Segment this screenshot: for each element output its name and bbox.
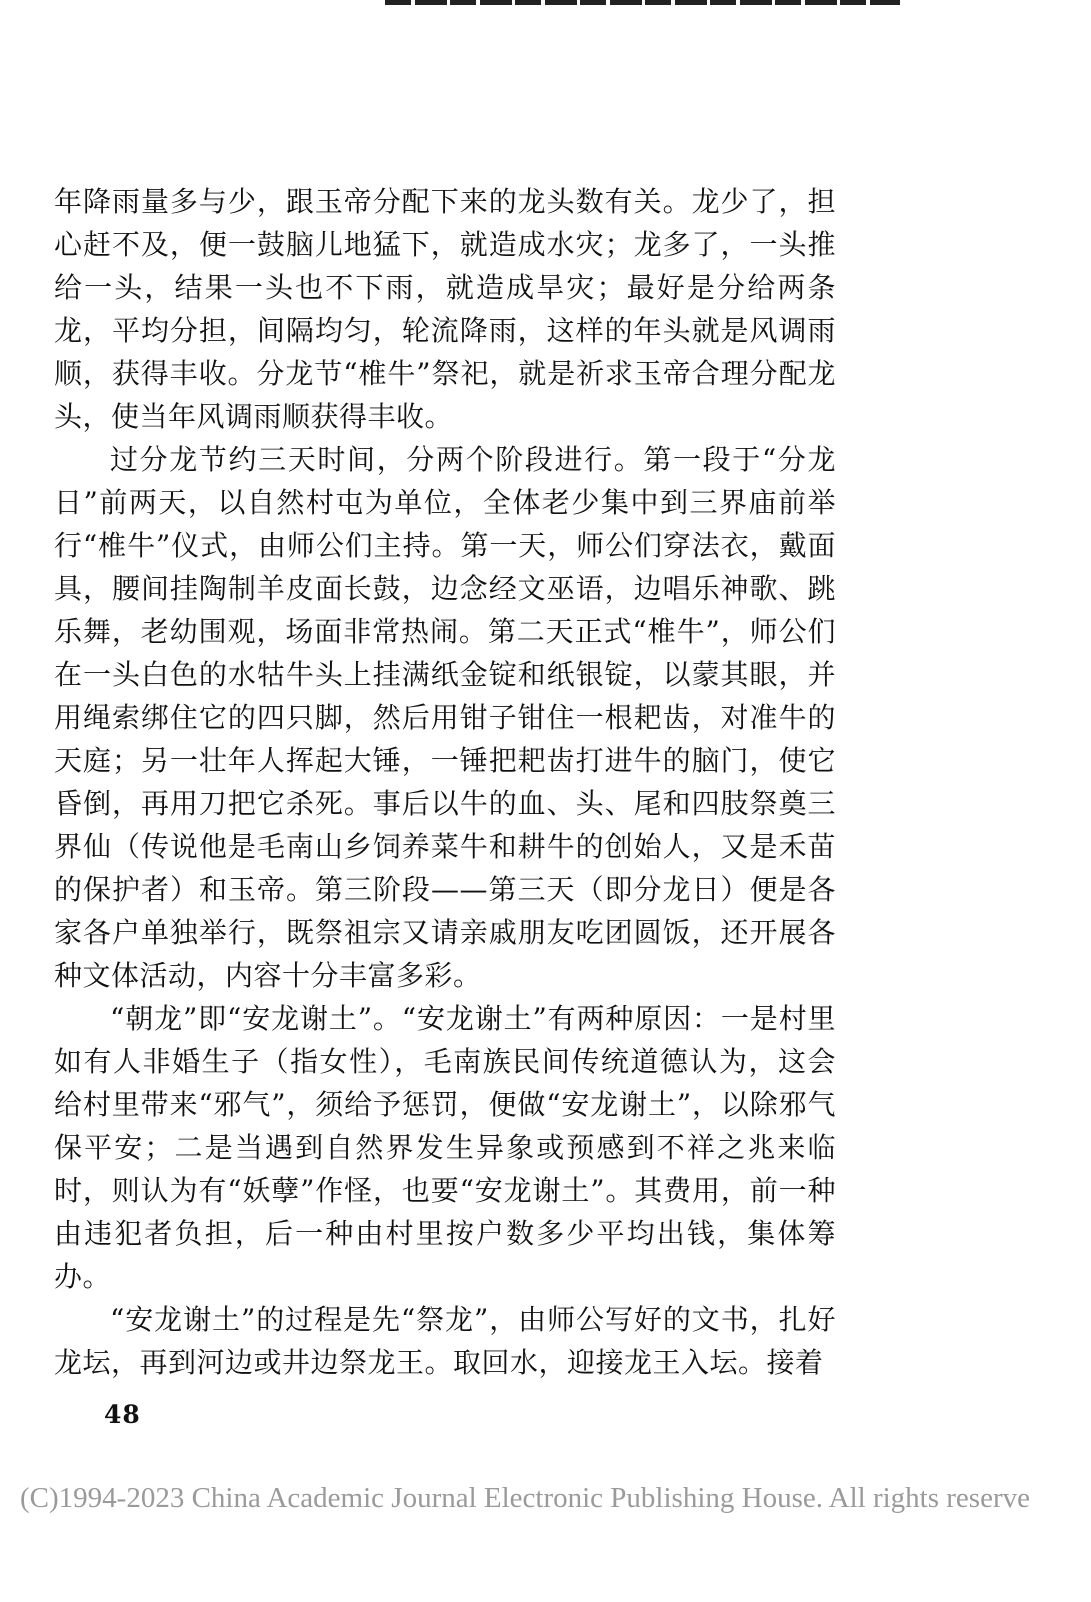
paragraph-4: “安龙谢土”的过程是先“祭龙”，由师公写好的文书，扎好龙坛，再到河边或井边祭龙王。取回水，迎接龙王入坛。接着: [54, 1303, 836, 1379]
copyright-watermark: (C)1994-2023 China Academic Journal Electronic Publishing House. All rights reserve: [20, 1482, 1030, 1514]
paragraph-3: “朝龙”即“安龙谢土”。“安龙谢土”有两种原因：一是村里如有人非婚生子（指女性），毛南族民间传统道德认为，这会给村里带来“邪气”，须给予惩罚，便做“安龙谢土”，以除邪气保平安；二是当遇到自然界发生异象或预感到不祥之兆来临时，则认为有“妖孽”作怪，也要“安龙谢土”。其费用，前一种由违犯者负担，后一种由村里按户数多少平均出钱，集体筹办。: [54, 1002, 836, 1293]
paragraph-1: 年降雨量多与少，跟玉帝分配下来的龙头数有关。龙少了，担心赶不及，便一鼓脑儿地猛下，就造成水灾；龙多了，一头推给一头，结果一头也不下雨，就造成旱灾；最好是分给两条龙，平均分担，间隔均匀，轮流降雨，这样的年头就是风调雨顺，获得丰收。分龙节“椎牛”祭祀，就是祈求玉帝合理分配龙头，使当年风调雨顺获得丰收。: [54, 185, 836, 433]
body-text: [54, 180, 836, 1384]
header-rule: [385, 0, 900, 5]
paragraph-2: 过分龙节约三天时间，分两个阶段进行。第一段于“分龙日”前两天，以自然村屯为单位，全体老少集中到三界庙前举行“椎牛”仪式，由师公们主持。第一天，师公们穿法衣，戴面具，腰间挂陶制羊皮面长鼓，边念经文巫语，边唱乐神歌、跳乐舞，老幼围观，场面非常热闹。第二天正式“椎牛”，师公们在一头白色的水牯牛头上挂满纸金锭和纸银锭，以蒙其眼，并用绳索绑住它的四只脚，然后用钳子钳住一根耙齿，对准牛的天庭；另一壮年人挥起大锤，一锤把耙齿打进牛的脑门，使它昏倒，再用刀把它杀死。事后以牛的血、头、尾和四肢祭奠三界仙（传说他是毛南山乡饲养菜牛和耕牛的创始人，又是禾苗的保护者）和玉帝。第三阶段——第三天（即分龙日）便是各家各户单独举行，既祭祖宗又请亲戚朋友吃团圆饭，还开展各种文体活动，内容十分丰富多彩。: [54, 443, 836, 992]
page-number: 48: [104, 1400, 141, 1429]
